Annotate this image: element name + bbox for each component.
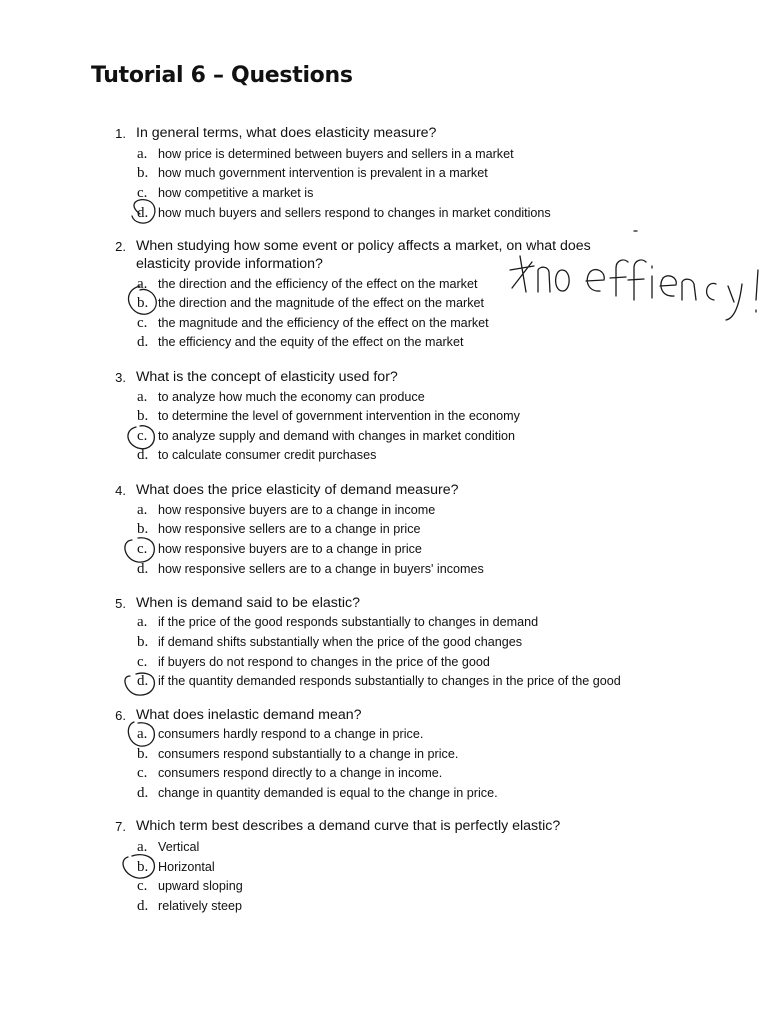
- option-a: [0, 613, 768, 633]
- option-c: [0, 314, 768, 334]
- option-a: [0, 501, 768, 521]
- option-d: [0, 333, 768, 353]
- option-b: [0, 745, 768, 765]
- option-text: how responsive sellers are to a change in price: [158, 522, 421, 536]
- option-d: [0, 446, 768, 466]
- question-text: Which term best describes a demand curve that is perfectly elastic?: [136, 818, 561, 834]
- option-text: how competitive a market is: [158, 186, 314, 200]
- option-letter: c.: [137, 185, 148, 201]
- option-text: change in quantity demanded is equal to the change in price.: [158, 786, 498, 800]
- option-d: [0, 784, 768, 804]
- option-text: if the price of the good responds substantially to changes in demand: [158, 615, 539, 629]
- option-a: [0, 725, 768, 745]
- option-text: consumers respond substantially to a change in price.: [158, 747, 459, 761]
- option-c: [0, 427, 768, 447]
- option-text: how responsive buyers are to a change in price: [158, 542, 422, 556]
- option-letter: b.: [137, 295, 149, 311]
- option-a: [0, 388, 768, 408]
- question-number: 2.: [115, 239, 126, 254]
- option-d: [0, 204, 768, 224]
- option-text: how price is determined between buyers and sellers in a market: [158, 147, 514, 161]
- option-a: [0, 275, 768, 295]
- option-letter: b.: [137, 408, 149, 424]
- option-b: [0, 294, 768, 314]
- option-text: if the quantity demanded responds substantially to changes in the price of the good: [158, 674, 621, 688]
- option-letter: a.: [137, 614, 148, 630]
- option-b: [0, 520, 768, 540]
- option-text: to calculate consumer credit purchases: [158, 448, 377, 462]
- question-number: 6.: [115, 708, 126, 723]
- option-letter: c.: [137, 428, 148, 444]
- option-text: to analyze how much the economy can produce: [158, 390, 425, 404]
- option-letter: d.: [137, 561, 149, 577]
- option-letter: c.: [137, 765, 148, 781]
- option-text: to determine the level of government intervention in the economy: [158, 409, 520, 423]
- option-text: how responsive sellers are to a change in buyers' incomes: [158, 562, 484, 576]
- option-text: if demand shifts substantially when the price of the good changes: [158, 635, 523, 649]
- option-text: the efficiency and the equity of the effect on the market: [158, 335, 464, 349]
- option-b: [0, 164, 768, 184]
- option-c: [0, 184, 768, 204]
- option-letter: a.: [137, 276, 148, 292]
- option-text: the direction and the efficiency of the effect on the market: [158, 277, 478, 291]
- option-text: Vertical: [158, 840, 200, 854]
- option-letter: d.: [137, 447, 149, 463]
- question-text: In general terms, what does elasticity measure?: [136, 125, 437, 141]
- option-a: [0, 838, 768, 858]
- option-text: to analyze supply and demand with changes in market condition: [158, 429, 516, 443]
- option-letter: b.: [137, 859, 149, 875]
- option-letter: a.: [137, 146, 148, 162]
- option-c: [0, 540, 768, 560]
- page-title: Tutorial 6 – Questions: [91, 63, 353, 88]
- question-text: What is the concept of elasticity used for?: [136, 369, 398, 385]
- question-number: 7.: [115, 819, 126, 834]
- option-text: upward sloping: [158, 879, 243, 893]
- option-letter: c.: [137, 315, 148, 331]
- question-text: What does inelastic demand mean?: [136, 707, 362, 723]
- question-number: 3.: [115, 370, 126, 385]
- question-number: 4.: [115, 483, 126, 498]
- option-letter: a.: [137, 389, 148, 405]
- option-letter: b.: [137, 521, 149, 537]
- option-a: [0, 145, 768, 165]
- option-letter: d.: [137, 673, 149, 689]
- option-letter: a.: [137, 502, 148, 518]
- option-b: [0, 858, 768, 878]
- option-letter: b.: [137, 746, 149, 762]
- option-letter: c.: [137, 654, 148, 670]
- option-letter: a.: [137, 839, 148, 855]
- question-number: 1.: [115, 126, 126, 141]
- option-letter: d.: [137, 334, 149, 350]
- option-text: if buyers do not respond to changes in the price of the good: [158, 655, 490, 669]
- option-b: [0, 407, 768, 427]
- option-text: how much government intervention is prevalent in a market: [158, 166, 488, 180]
- question-number: 5.: [115, 596, 126, 611]
- option-letter: c.: [137, 541, 148, 557]
- option-text: Horizontal: [158, 860, 215, 874]
- option-text: consumers hardly respond to a change in price.: [158, 727, 424, 741]
- option-letter: d.: [137, 785, 149, 801]
- option-d: [0, 672, 768, 692]
- option-text: the direction and the magnitude of the effect on the market: [158, 296, 485, 310]
- option-text: relatively steep: [158, 899, 242, 913]
- option-c: [0, 877, 768, 897]
- option-letter: c.: [137, 878, 148, 894]
- option-letter: d.: [137, 898, 149, 914]
- option-text: how responsive buyers are to a change in income: [158, 503, 436, 517]
- option-d: [0, 897, 768, 917]
- option-letter: b.: [137, 165, 149, 181]
- option-b: [0, 633, 768, 653]
- question-text: What does the price elasticity of demand measure?: [136, 482, 459, 498]
- option-text: the magnitude and the efficiency of the effect on the market: [158, 316, 489, 330]
- question-text: When is demand said to be elastic?: [136, 595, 360, 611]
- option-c: [0, 764, 768, 784]
- option-letter: a.: [137, 726, 148, 742]
- option-text: consumers respond directly to a change in income.: [158, 766, 443, 780]
- option-letter: b.: [137, 634, 149, 650]
- option-c: [0, 653, 768, 673]
- option-d: [0, 560, 768, 580]
- option-text: how much buyers and sellers respond to changes in market conditions: [158, 206, 551, 220]
- question-text: When studying how some event or policy affects a market, on what does elasticity provide information?: [136, 238, 591, 272]
- option-letter: d.: [137, 205, 149, 221]
